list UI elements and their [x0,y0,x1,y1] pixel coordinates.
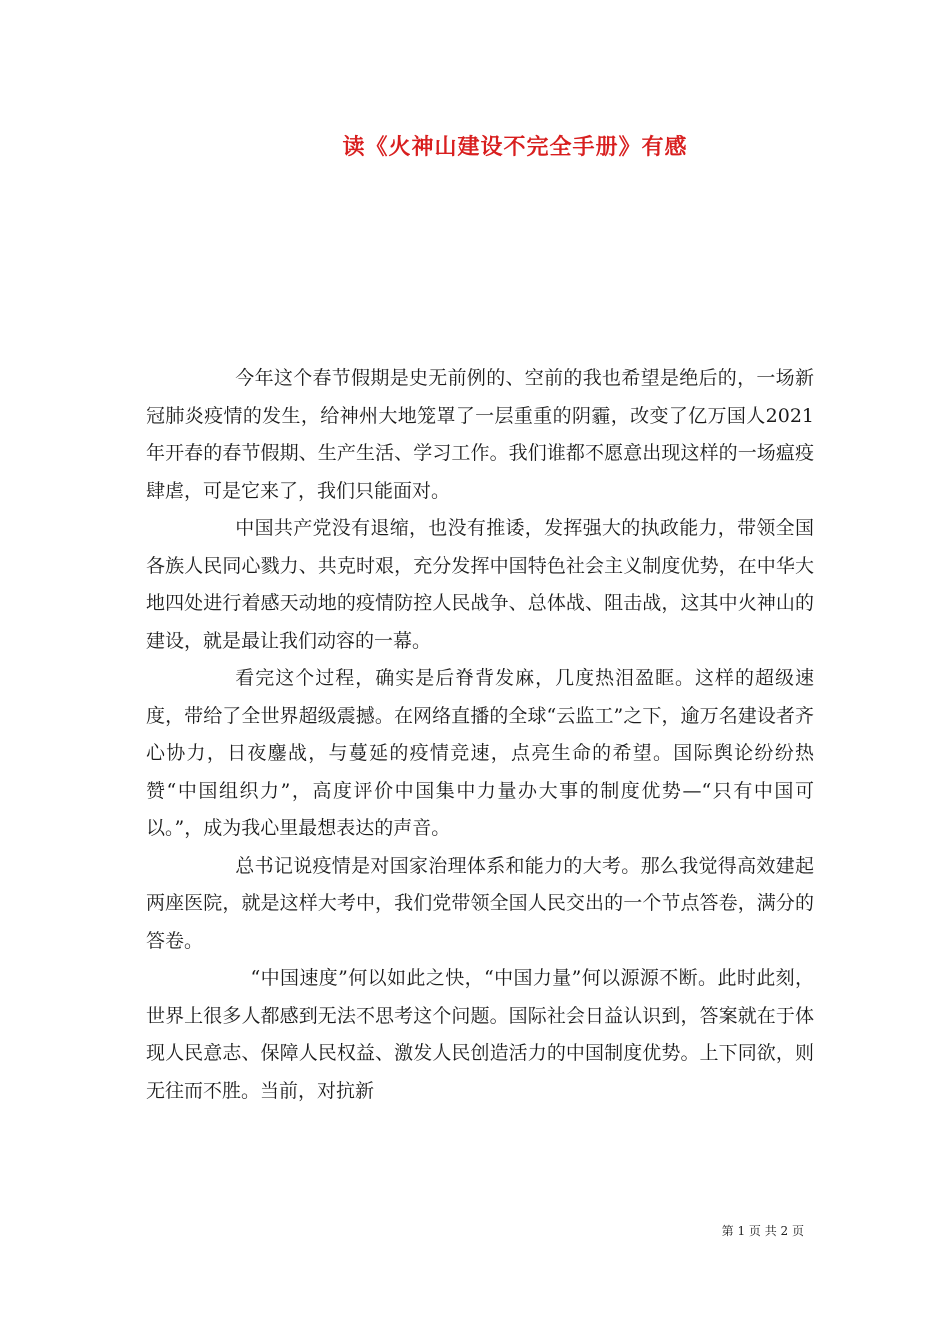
paragraph-5: “中国速度”何以如此之快，“中国力量”何以源源不断。此时此刻，世界上很多人都感到无法不思考这个问题。国际社会日益认识到，答案就在于体现人民意志、保障人民权益、激发人民创造活力的中国制度优势。上下同欲，则无往而不胜。当前，对抗新 [146,967,814,1102]
document-title: 读《火神山建设不完全手册》有感 [342,135,688,160]
paragraph-2: 中国共产党没有退缩，也没有推诿，发挥强大的执政能力，带领全国各族人民同心戮力、共克时艰，充分发挥中国特色社会主义制度优势，在中华大地四处进行着感天动地的疫情防控人民战争、总体战、阻击战，这其中火神山的建设，就是最让我们动容的一幕。 [146,517,814,652]
paragraph-4: 总书记说疫情是对国家治理体系和能力的大考。那么我觉得高效建起两座医院，就是这样大考中，我们党带领全国人民交出的一个节点答卷，满分的答卷。 [146,854,814,952]
document-body [146,360,814,1110]
paragraph-1: 今年这个春节假期是史无前例的、空前的我也希望是绝后的，一场新冠肺炎疫情的发生，给神州大地笼罩了一层重重的阴霾，改变了亿万国人2021年开春的春节假期、生产生活、学习工作。我们谁都不愿意出现这样的一场瘟疫肆虐，可是它来了，我们只能面对。 [146,367,814,502]
paragraph-3: 看完这个过程，确实是后脊背发麻，几度热泪盈眶。这样的超级速度，带给了全世界超级震撼。在网络直播的全球“云监工”之下，逾万名建设者齐心协力，日夜鏖战，与蔓延的疫情竞速，点亮生命的希望。国际舆论纷纷热赞“中国组织力”，高度评价中国集中力量办大事的制度优势—“只有中国可以。”，成为我心里最想表达的声音。 [146,667,814,839]
page-number-footer: 第 1 页 共 2 页 [721,1224,804,1238]
